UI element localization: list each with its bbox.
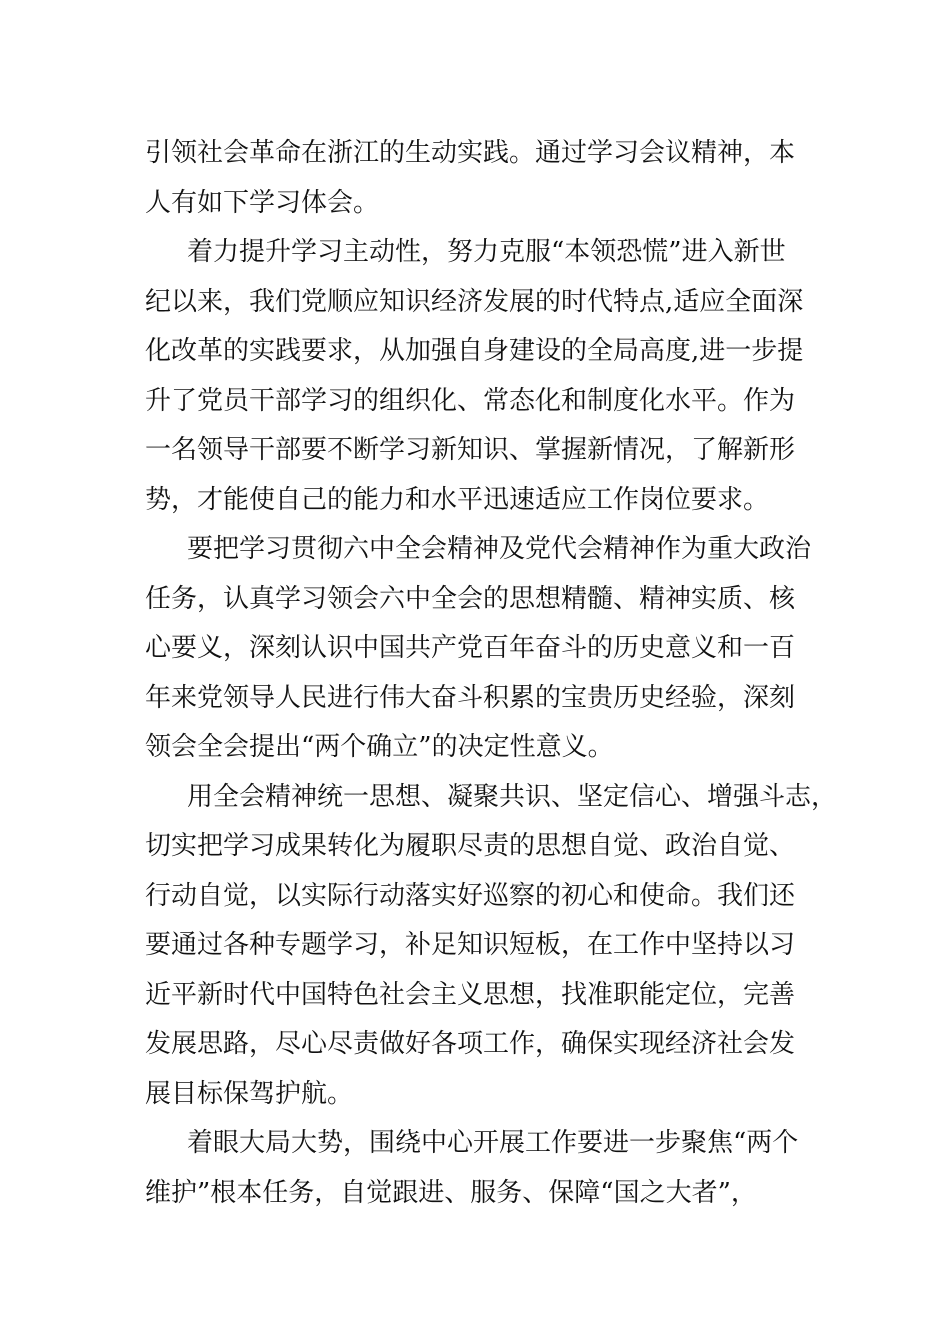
text-line: 展目标保驾护航。: [145, 1078, 354, 1109]
text-line: 势，才能使自己的能力和水平迅速适应工作岗位要求。: [145, 484, 770, 515]
text-line: 化改革的实践要求，从加强自身建设的全局高度,进一步提: [145, 336, 804, 366]
document-body: [145, 129, 838, 1218]
text-line: 切实把学习成果转化为履职尽责的思想自觉、政治自觉、: [145, 831, 796, 861]
text-line: 升了党员干部学习的组织化、常态化和制度化水平。作为: [145, 385, 796, 416]
text-line: 任务，认真学习领会六中全会的思想精髓、精神实质、核: [145, 583, 796, 614]
text-line: 心要义，深刻认识中国共产党百年奋斗的历史意义和一百: [145, 633, 796, 663]
text-line: 年来党领导人民进行伟大奋斗积累的宝贵历史经验，深刻: [145, 682, 796, 713]
text-line: 维护”根本任务，自觉跟进、服务、保障“国之大者”，: [145, 1177, 757, 1208]
text-line: 领会全会提出“两个确立”的决定性意义。: [145, 732, 614, 762]
text-line: 纪以来，我们党顺应知识经济发展的时代特点,适应全面深: [145, 286, 804, 317]
paragraph-start-line: 着力提升学习主动性，努力克服“本领恐慌”进入新世: [187, 237, 786, 267]
text-line: 近平新时代中国特色社会主义思想，找准职能定位，完善: [145, 979, 796, 1010]
paragraph-start-line: 用全会精神统一思想、凝聚共识、坚定信心、增强斗志，: [187, 781, 838, 812]
text-line: 人有如下学习体会。: [145, 187, 380, 218]
paragraph-start-line: 要把学习贯彻六中全会精神及党代会精神作为重大政治: [187, 534, 812, 564]
text-line: 一名领导干部要不断学习新知识、掌握新情况，了解新形: [145, 435, 796, 465]
text-line: 行动自觉，以实际行动落实好巡察的初心和使命。我们还: [145, 880, 796, 911]
text-line: 要通过各种专题学习，补足知识短板，在工作中坚持以习: [145, 930, 796, 960]
text-line: 引领社会革命在浙江的生动实践。通过学习会议精神，本: [145, 138, 796, 168]
paragraph-start-line: 着眼大局大势，围绕中心开展工作要进一步聚焦“两个: [187, 1128, 799, 1158]
text-line: 发展思路，尽心尽责做好各项工作，确保实现经济社会发: [145, 1029, 796, 1059]
